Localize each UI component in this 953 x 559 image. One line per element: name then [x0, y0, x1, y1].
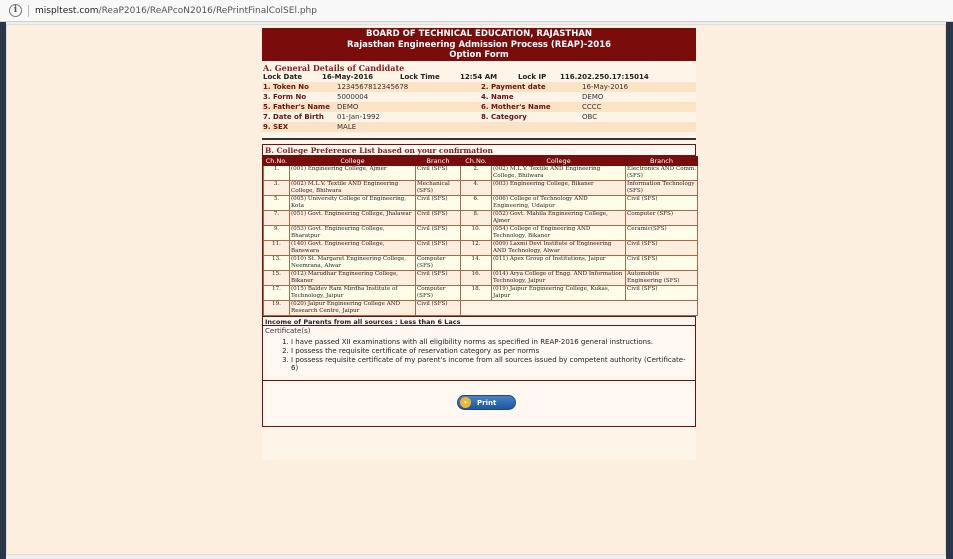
- detail-label: 2. Payment date: [481, 83, 546, 91]
- choice-number: 18.: [461, 286, 492, 301]
- college-name: (054) College of Engineering AND Technology, Bikaner: [492, 226, 626, 241]
- certificate-label: Certificate(s): [265, 327, 311, 335]
- college-name: (001) Engineering College, Ajmer: [290, 166, 416, 181]
- branch-name: Civil (SFS): [416, 271, 461, 286]
- column-header: College: [492, 157, 626, 166]
- branch-name: Civil (SFS): [416, 301, 461, 316]
- college-name: (005) University College of Engineering, Kota: [290, 196, 416, 211]
- college-name: (009) Laxmi Devi Institute of Engineering AND Technology, Alwar: [492, 241, 626, 256]
- print-label: Print: [477, 398, 497, 407]
- form-header: [262, 28, 696, 61]
- choice-number: 9.: [264, 226, 290, 241]
- detail-value: 5000004: [337, 93, 369, 101]
- table-row: [264, 271, 698, 286]
- certificate-item: 3. I possess requisite certificate of my parent's income from all sources issued by competent authority (Certificate-6): [291, 356, 691, 372]
- address-bar[interactable]: [0, 0, 953, 22]
- detail-value: MALE: [337, 123, 357, 131]
- section-b: [262, 144, 696, 427]
- lock-time-value: 12:54 AM: [460, 73, 498, 81]
- info-icon[interactable]: i: [9, 4, 22, 17]
- branch-name: Computer (SFS): [416, 286, 461, 301]
- detail-value: 01-Jan-1992: [337, 113, 380, 121]
- table-row: [264, 286, 698, 301]
- url-path: /ReaP2016/ReAPcoN2016/RePrintFinalColSEl.php: [98, 5, 317, 16]
- url-text[interactable]: [35, 6, 317, 16]
- detail-value: [582, 122, 682, 132]
- college-name: (020) Jaipur Engineering College AND Research Centre, Jaipur: [290, 301, 416, 316]
- table-row: [264, 241, 698, 256]
- branch-name: Civil (SFS): [416, 211, 461, 226]
- candidate-details: [262, 82, 696, 132]
- detail-label: [481, 122, 582, 132]
- table-row: [264, 301, 698, 316]
- section-b-title: B. College Preference List based on your confirmation: [263, 145, 695, 156]
- lock-time-label: Lock Time: [400, 73, 440, 81]
- print-button[interactable]: [457, 395, 516, 410]
- column-header: Branch: [626, 157, 698, 166]
- table-row: [264, 256, 698, 271]
- branch-name: Civil (SFS): [416, 166, 461, 181]
- college-name: (003) Engineering College, Bikaner: [492, 181, 626, 196]
- certificate-item: 2. I possess the requisite certificate of reservation category as per norms: [291, 347, 691, 355]
- choice-number: 13.: [264, 256, 290, 271]
- choice-number: 10.: [461, 226, 492, 241]
- table-row: [264, 166, 698, 181]
- choice-number: 1.: [264, 166, 290, 181]
- branch-name: Civil (SFS): [416, 226, 461, 241]
- choice-number: 7.: [264, 211, 290, 226]
- branch-name: Mechanical (SFS): [416, 181, 461, 196]
- column-header: College: [290, 157, 416, 166]
- college-name: (140) Govt. Engineering College, Banswara: [290, 241, 416, 256]
- preference-table: [263, 156, 698, 316]
- detail-label: 4. Name: [481, 93, 514, 101]
- branch-name: Computer (SFS): [626, 211, 698, 226]
- section-a-title: A. General Details of Candidate: [263, 63, 405, 73]
- table-header-row: [264, 157, 698, 166]
- detail-row: [262, 92, 696, 102]
- certificate-list: [291, 336, 691, 372]
- choice-number: 2.: [461, 166, 492, 181]
- table-row: [264, 211, 698, 226]
- lock-ip-label: Lock IP: [518, 73, 547, 81]
- column-header: Branch: [416, 157, 461, 166]
- choice-number: 16.: [461, 271, 492, 286]
- college-name: (019) Jaipur Engineering College, Kukas, Jaipur: [492, 286, 626, 301]
- branch-name: Civil (SFS): [626, 196, 698, 211]
- detail-value: CCCC: [582, 103, 602, 111]
- header-board: BOARD OF TECHNICAL EDUCATION, RAJASTHAN: [365, 29, 593, 39]
- branch-name: Automobile Engineering (SFS): [626, 271, 698, 286]
- detail-row: [262, 82, 696, 92]
- lock-row: [262, 72, 696, 82]
- detail-value: DEMO: [582, 93, 604, 101]
- lock-date-label: Lock Date: [263, 73, 303, 81]
- column-header: Ch.No.: [264, 157, 290, 166]
- choice-number: 17.: [264, 286, 290, 301]
- choice-number: 14.: [461, 256, 492, 271]
- detail-value: 16-May-2016: [582, 83, 629, 91]
- college-name: (002) M.L.V. Textile AND Engineering College, Bhilwara: [492, 166, 626, 181]
- branch-name: Civil (SFS): [626, 241, 698, 256]
- college-name: (012) Marudhar Engineering College, Bikaner: [290, 271, 416, 286]
- detail-row: [262, 112, 696, 122]
- page-content: [6, 24, 946, 555]
- choice-number: 5.: [264, 196, 290, 211]
- option-form: [262, 28, 696, 460]
- detail-value: DEMO: [337, 103, 359, 111]
- college-name: (015) Baldev Ram Mirdha Institute of Technology, Jaipur: [290, 286, 416, 301]
- detail-value: 1234567812345678: [337, 83, 409, 91]
- detail-label: 8. Category: [481, 113, 527, 121]
- income-line: Income of Parents from all sources : Less than 6 Lacs: [263, 316, 695, 326]
- college-name: (052) Govt. Mahila Engineering College, Ajmer: [492, 211, 626, 226]
- detail-label: 5. Father's Name: [263, 103, 330, 111]
- branch-name: Information Technology (SFS): [626, 181, 698, 196]
- college-name: (051) Govt. Engineering College, Jhalawar: [290, 211, 416, 226]
- branch-name: Electronics AND Comm.(SFS): [627, 166, 697, 179]
- college-name: (053) Govt. Engineering College, Bharatpur: [290, 226, 416, 241]
- college-name: (002) M.L.V. Textile AND Engineering College, Bhilwara: [290, 181, 416, 196]
- detail-label: 1. Token No: [263, 83, 309, 91]
- college-name: (006) College of Technology AND Engineering, Udaipur: [492, 196, 626, 211]
- table-row: [264, 181, 698, 196]
- lock-ip-value: 116.202.250.17:15014: [560, 73, 649, 81]
- lock-date-value: 16-May-2016: [322, 73, 374, 81]
- choice-number: 15.: [264, 271, 290, 286]
- detail-label: 7. Date of Birth: [263, 113, 324, 121]
- table-row: [264, 226, 698, 241]
- branch-name: Civil (SFS): [626, 256, 698, 271]
- college-name: (010) St. Margaret Engineering College, Neemrana, Alwar: [290, 256, 416, 271]
- detail-label: 6. Mother's Name: [481, 103, 551, 111]
- branch-name: Civil (SFS): [416, 196, 461, 211]
- header-form-title: Option Form: [449, 50, 509, 60]
- branch-name: Civil (SFS): [416, 241, 461, 256]
- detail-label: 9. SEX: [263, 123, 289, 131]
- table-row: [264, 196, 698, 211]
- detail-row: [262, 122, 696, 132]
- divider: [262, 138, 696, 140]
- url-separator: [28, 5, 29, 17]
- choice-number: 8.: [461, 211, 492, 226]
- detail-label: 3. Form No: [263, 93, 307, 101]
- choice-number: 19.: [264, 301, 290, 316]
- column-header: Ch.No.: [461, 157, 492, 166]
- detail-value: OBC: [582, 113, 598, 121]
- choice-number: 6.: [461, 196, 492, 211]
- choice-number: 4.: [461, 181, 492, 196]
- choice-number: 11.: [264, 241, 290, 256]
- college-name: (011) Apex Group of Institutions, Jaipur: [492, 256, 626, 271]
- branch-name: Computer (SFS): [416, 256, 461, 271]
- window-edge-right: [946, 22, 953, 559]
- header-process: Rajasthan Engineering Admission Process (REAP)-2016: [346, 39, 612, 50]
- choice-number: [461, 301, 698, 316]
- branch-name: Civil (SFS): [626, 286, 698, 301]
- choice-number: 3.: [264, 181, 290, 196]
- branch-name: Ceramic(SFS): [626, 226, 698, 241]
- college-name: (014) Arya College of Engg. AND Information Technology, Jaipur: [492, 271, 626, 286]
- url-host: mispltest.com: [35, 5, 99, 16]
- certificate-item: 1. I have passed XII examinations with all eligibility norms as specified in REAP-2016 general instructions.: [291, 338, 691, 346]
- print-icon: •: [460, 397, 471, 408]
- print-area: [263, 380, 695, 426]
- detail-row: [262, 102, 696, 112]
- choice-number: 12.: [461, 241, 492, 256]
- table-body: [264, 166, 698, 316]
